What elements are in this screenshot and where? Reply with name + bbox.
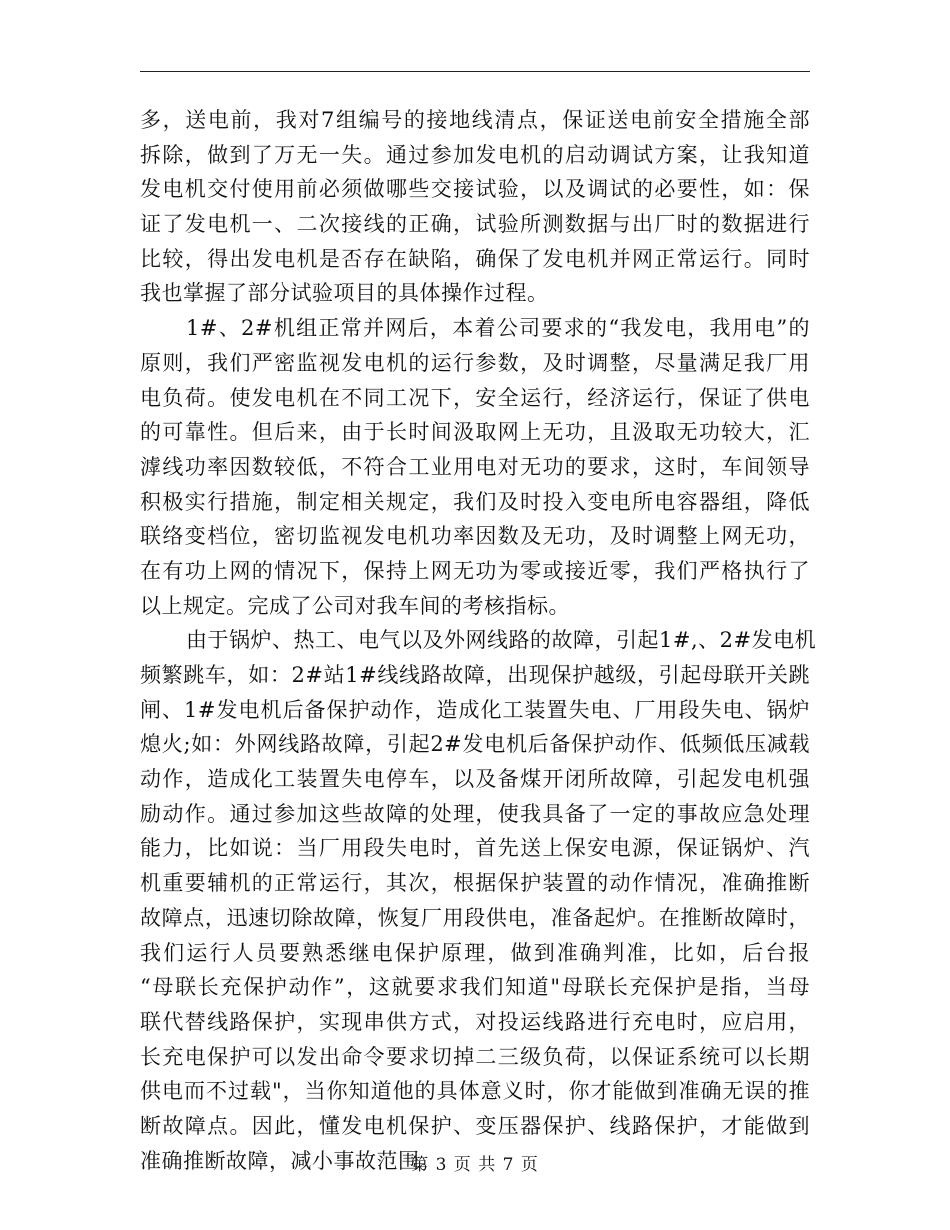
text-line: 以上规定。完成了公司对我车间的考核指标。: [140, 593, 570, 618]
text-line: 供电而不过载"，当你知道他的具体意义时，你才能做到准确无误的推: [140, 1079, 810, 1104]
header-rule: [140, 71, 810, 72]
text-line: 励动作。通过参加这些故障的处理，使我具备了一定的事故应急处理: [140, 801, 810, 826]
text-line: 能力，比如说：当厂用段失电时，首先送上保安电源，保证锅炉、汽: [140, 836, 810, 861]
text-line: 电负荷。使发电机在不同工况下，安全运行，经济运行，保证了供电: [140, 385, 810, 410]
text-line: 1#、2#机组正常并网后，本着公司要求的“我发电，我用电”的: [186, 316, 810, 341]
text-line: 闸、1#发电机后备保护动作，造成化工装置失电、厂用段失电、锅炉: [140, 697, 810, 722]
text-line: 熄火;如：外网线路故障，引起2#发电机后备保护动作、低频低压减载: [140, 732, 810, 757]
text-line: 原则，我们严密监视发电机的运行参数，及时调整，尽量满足我厂用: [140, 350, 810, 375]
text-line: 多，送电前，我对7组编号的接地线清点，保证送电前安全措施全部: [140, 108, 810, 132]
text-line: 发电机交付使用前必须做哪些交接试验，以及调试的必要性，如：保: [140, 177, 810, 202]
text-line: 故障点，迅速切除故障，恢复厂用段供电，准备起炉。在推断故障时，: [140, 905, 810, 930]
text-line: 动作，造成化工装置失电停车，以及备煤开闭所故障，引起发电机强: [140, 767, 810, 792]
text-line: 比较，得出发电机是否存在缺陷，确保了发电机并网正常运行。同时: [140, 246, 810, 271]
text-line: 频繁跳车，如：2#站1#线线路故障，出现保护越级，引起母联开关跳: [140, 663, 810, 687]
text-line: 断故障点。因此，懂发电机保护、变压器保护、线路保护，才能做到: [140, 1113, 810, 1138]
page-number-footer: 第 3 页 共 7 页: [411, 1155, 539, 1175]
text-line: “母联长充保护动作”，这就要求我们知道"母联长充保护是指，当母: [140, 975, 810, 1000]
document-body: [140, 103, 817, 1178]
text-line: 的可靠性。但后来，由于长时间汲取网上无功，且汲取无功较大，汇: [140, 420, 810, 445]
text-line: 积极实行措施，制定相关规定，我们及时投入变电所电容器组，降低: [140, 489, 810, 514]
text-line: 由于锅炉、热工、电气以及外网线路的故障，引起1#,、2#发电机: [186, 628, 817, 653]
text-line: 长充电保护可以发出命令要求切掉二三级负荷，以保证系统可以长期: [140, 1044, 810, 1069]
text-line: 联代替线路保护，实现串供方式，对投运线路进行充电时，应启用，: [140, 1009, 810, 1034]
text-line: 我也掌握了部分试验项目的具体操作过程。: [140, 281, 549, 306]
text-line: 滹线功率因数较低，不符合工业用电对无功的要求，这时，车间领导: [140, 454, 810, 479]
text-line: 证了发电机一、二次接线的正确，试验所测数据与出厂时的数据进行: [140, 212, 810, 237]
text-line: 我们运行人员要熟悉继电保护原理，做到准确判准，比如，后台报: [140, 940, 810, 965]
text-line: 准确推断故障，减小事故范围。: [140, 1148, 441, 1173]
text-line: 联络变档位，密切监视发电机功率因数及无功，及时调整上网无功，: [140, 524, 810, 549]
text-line: 机重要辅机的正常运行，其次，根据保护装置的动作情况，准确推断: [140, 871, 810, 896]
text-line: 在有功上网的情况下，保持上网无功为零或接近零，我们严格执行了: [140, 558, 810, 583]
text-line: 拆除，做到了万无一失。通过参加发电机的启动调试方案，让我知道: [140, 142, 810, 167]
